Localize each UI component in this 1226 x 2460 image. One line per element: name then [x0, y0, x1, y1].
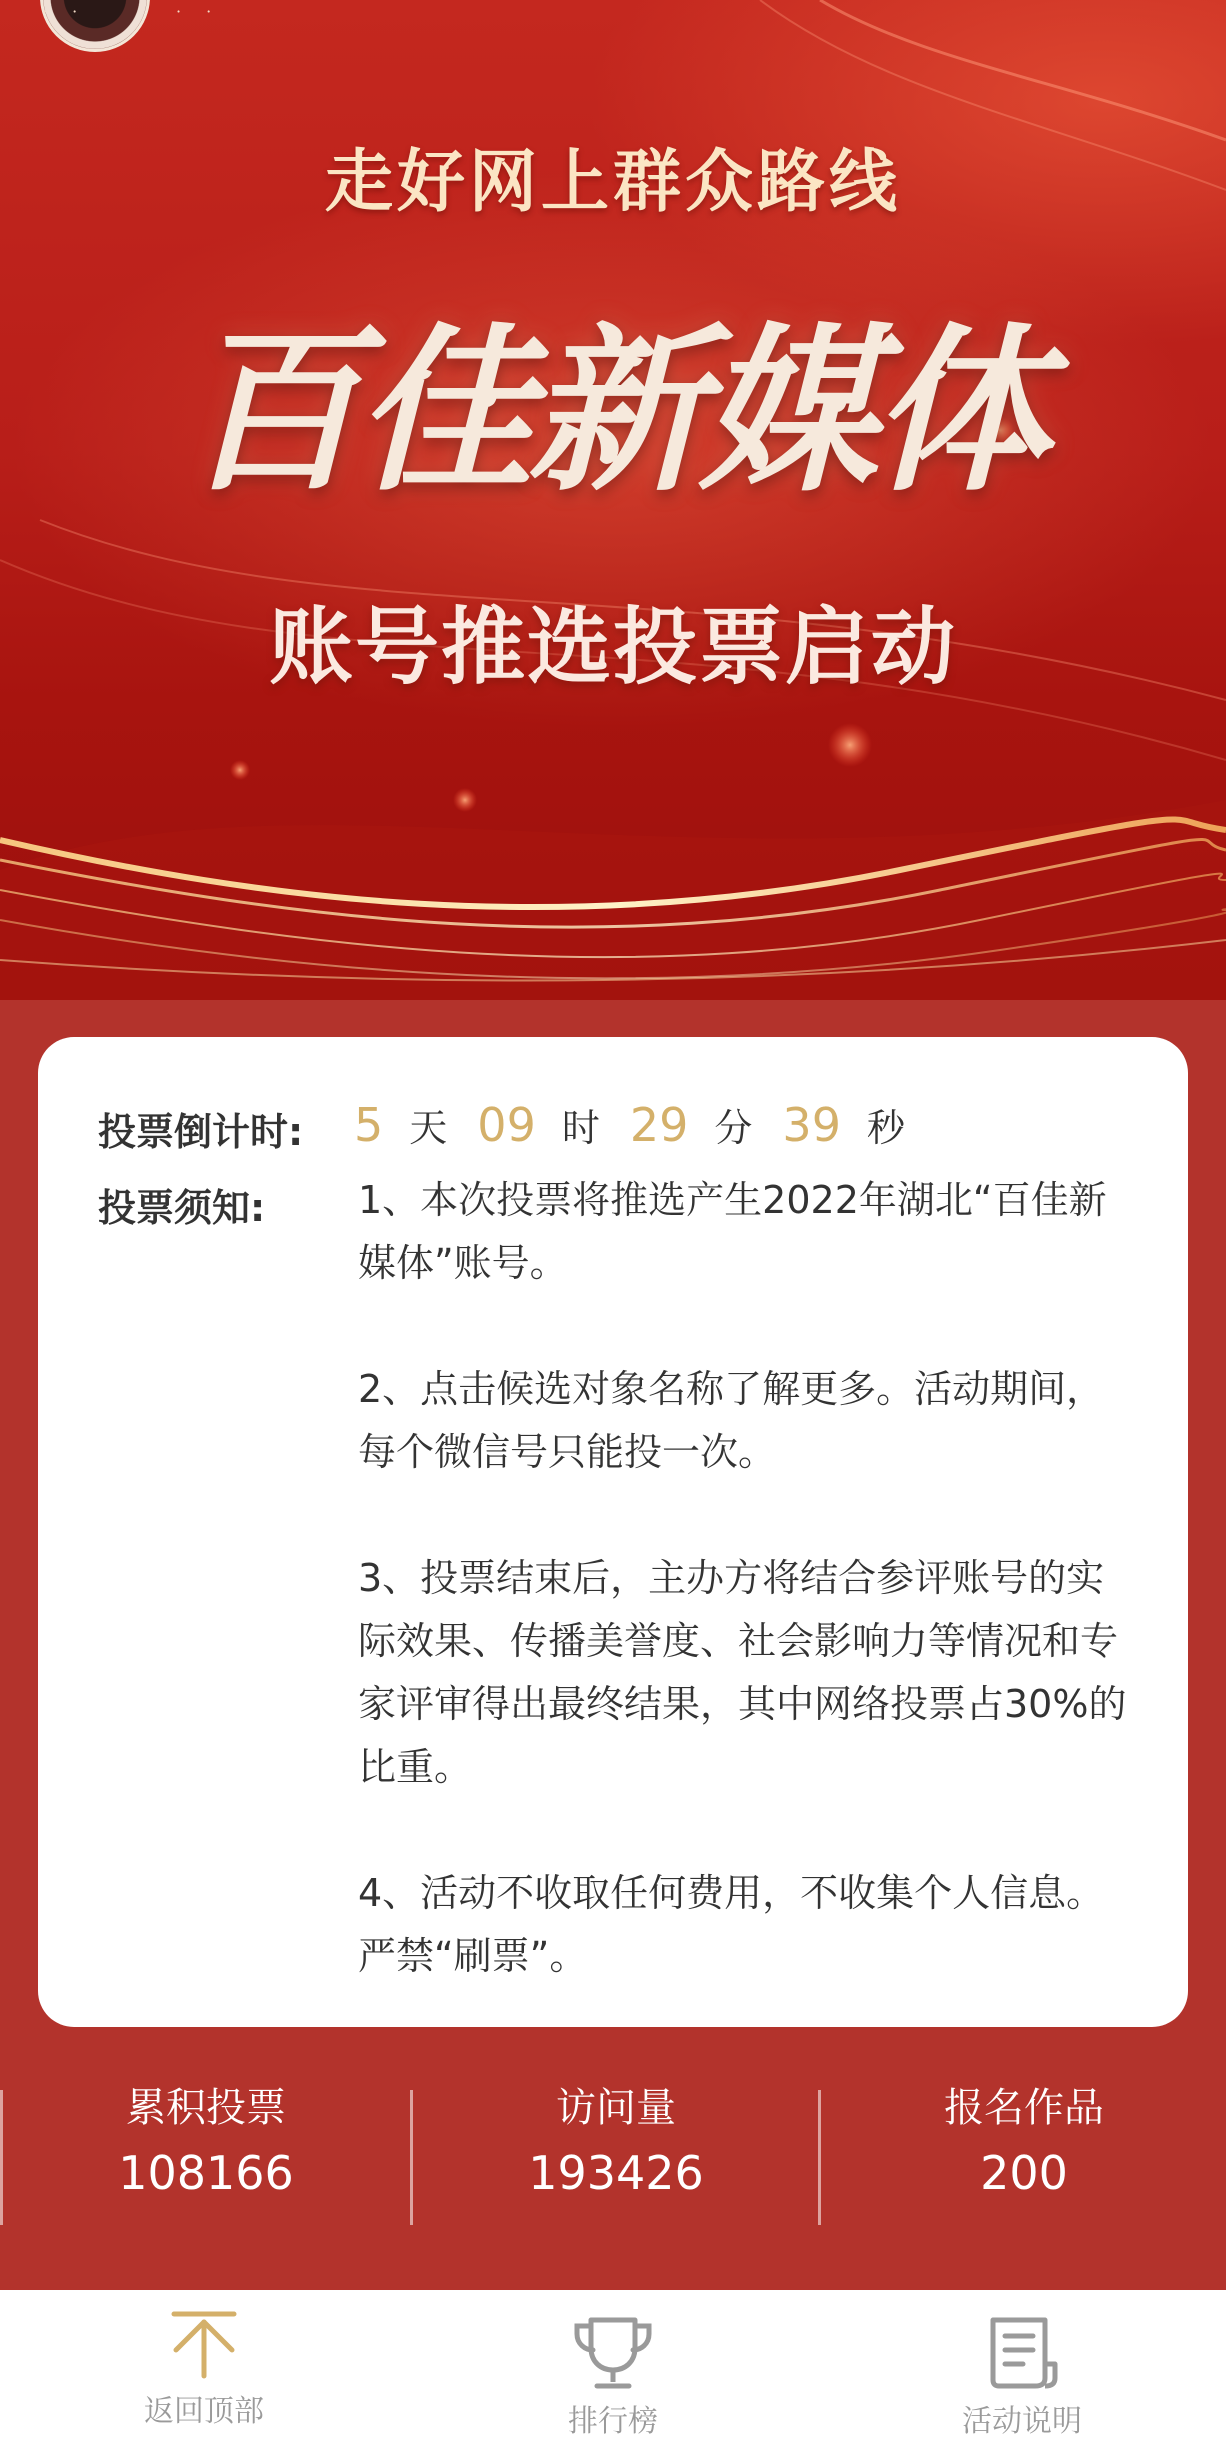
- banner-subtitle: 账号推选投票启动: [268, 598, 957, 696]
- bottom-nav-bar: [0, 2290, 1226, 2460]
- banner-slogan: 走好网上群众路线: [324, 142, 901, 222]
- stat-label: 报名作品: [944, 2085, 1104, 2131]
- countdown-label: 投票倒计时:: [98, 1110, 304, 1154]
- stat-visits: [412, 2080, 820, 2208]
- logo-decoration: · ·: [176, 2, 222, 21]
- stat-total-votes: [2, 2080, 410, 2208]
- nav-back-to-top[interactable]: [74, 2290, 334, 2460]
- notice-item: 1、本次投票将推选产生2022年湖北“百佳新媒体”账号。: [358, 1178, 1107, 1285]
- nav-label: 返回顶部: [144, 2394, 264, 2429]
- stat-entries: [820, 2080, 1226, 2208]
- countdown-seconds: 39: [782, 1098, 841, 1152]
- countdown-minutes: 29: [629, 1098, 689, 1152]
- arrow-up-to-top-icon: [168, 2308, 240, 2380]
- stat-label: 累积投票: [126, 2085, 286, 2131]
- countdown-minutes-unit: 分: [714, 1106, 753, 1150]
- hero-banner: [0, 0, 1226, 1000]
- nav-activity-info[interactable]: [892, 2290, 1152, 2460]
- logo-decoration: · ·: [42, 2, 88, 21]
- notice-label: 投票须知:: [98, 1186, 266, 1230]
- notice-item: 3、投票结束后，主办方将结合参评账号的实际效果、传播美誉度、社会影响力等情况和专家评审得出最终结果，其中网络投票占30%的比重。: [358, 1556, 1127, 1789]
- stat-label: 访问量: [556, 2085, 676, 2131]
- countdown-timer: [354, 1097, 935, 1153]
- document-icon: [983, 2314, 1061, 2392]
- notice-item: 2、点击候选对象名称了解更多。活动期间，每个微信号只能投一次。: [358, 1367, 1105, 1474]
- nav-ranking[interactable]: [483, 2290, 743, 2460]
- countdown-hours: 09: [477, 1098, 536, 1152]
- stat-value: 108166: [118, 2146, 294, 2200]
- nav-label: 排行榜: [568, 2404, 658, 2439]
- vote-info-card: [38, 1037, 1188, 2027]
- notice-item: 4、活动不收取任何费用，不收集个人信息。严禁“刷票”。: [358, 1871, 1105, 1978]
- vote-stats: [0, 2080, 1226, 2240]
- countdown-seconds-unit: 秒: [866, 1106, 905, 1150]
- countdown-hours-unit: 时: [561, 1106, 600, 1150]
- nav-label: 活动说明: [962, 2404, 1082, 2439]
- trophy-icon: [571, 2314, 655, 2392]
- stat-value: 193426: [528, 2146, 704, 2200]
- notice-list: [358, 1169, 1138, 2051]
- stat-value: 200: [980, 2146, 1068, 2200]
- banner-title: 百佳新媒体: [183, 306, 1043, 515]
- countdown-days: 5: [354, 1098, 384, 1152]
- countdown-days-unit: 天: [409, 1106, 448, 1150]
